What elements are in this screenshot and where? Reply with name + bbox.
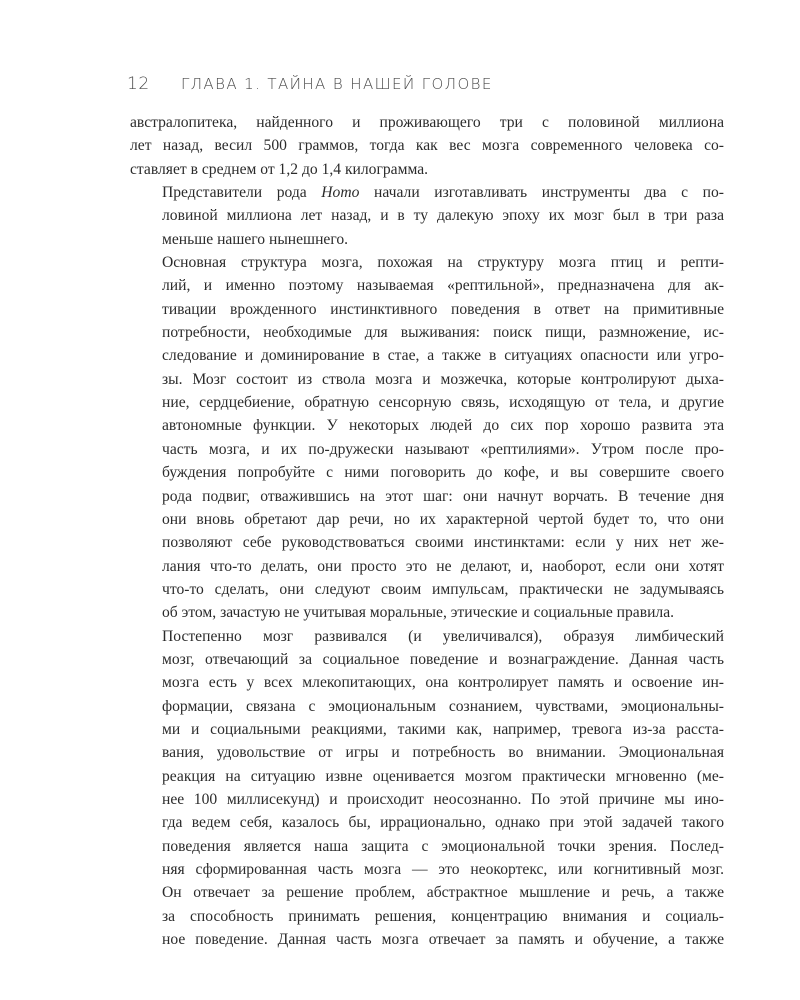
page-number: 12 [127,74,150,94]
text-line: за способность принимать решения, концентрацию внимания и социаль- [162,907,724,925]
text-line: часть мозга, и их по-дружески называют «рептилиями». Утром после про- [162,440,724,458]
text-line: Постепенно мозг развивался (и увеличивался), образуя лимбический [162,627,724,645]
text-line: меньше нашего нынешнего. [162,230,349,248]
text-line: поведения является наша защита с эмоциональной точки зрения. Послед- [162,837,724,855]
text-line: лания что-то делать, они просто это не делают, и, наоборот, если они хотят [162,557,724,575]
text-line: австралопитека, найденного и проживающего три с половиной миллиона [130,114,724,131]
text-line: буждения попробуйте с ними поговорить до кофе, и вы совершите своего [162,464,724,482]
chapter-title: ГЛАВА 1. ТАЙНА В НАШЕЙ ГОЛОВЕ [181,75,493,93]
paragraph [130,111,724,181]
text-line: реакция на ситуацию извне оценивается мозгом практически мгновенно (ме- [162,767,724,785]
text-line: позволяют себе руководствоваться своими инстинктами: если у них нет же- [162,534,724,552]
running-head [127,74,727,98]
text-line: формации, связана с эмоциональным сознанием, чувствами, эмоциональны- [162,697,724,715]
text-line: няя сформированная часть мозга — это неокортекс, или когнитивный мозг. [162,861,724,878]
paragraph [130,251,724,625]
text-line: лет назад, весил 500 граммов, тогда как вес мозга современного человека со- [130,137,724,155]
text-line: нее 100 миллисекунд) и происходит неосознанно. По этой причине мы ино- [162,790,724,808]
text-line: Основная структура мозга, похожая на структуру мозга птиц и репти- [162,254,724,272]
text-line: автономные функции. У некоторых людей до сих пор хорошо развита эта [162,417,724,435]
body-text [130,111,724,951]
text-line: об этом, зачастую не учитывая моральные, этические и социальные правила. [162,604,675,622]
text-line: рода подвиг, отважившись на этот шаг: они начнут ворчать. В течение дня [162,487,724,505]
text-line: потребности, необходимые для выживания: поиск пищи, размножение, ис- [162,324,724,342]
text-line: Он отвечает за решение проблем, абстрактное мышление и речь, а также [162,884,724,902]
text-line: Представители рода Homo начали изготавливать инструменты два с по- [162,184,724,202]
text-line: зы. Мозг состоит из ствола мозга и мозжечка, которые контролируют дыха- [162,370,724,388]
paragraph [130,181,724,251]
text-line: мозга есть у всех млекопитающих, она контролирует память и освоение ин- [162,674,724,692]
text-line: ние, сердцебиение, обратную сенсорную связь, исходящую от тела, и другие [162,394,724,412]
text-line: следование и доминирование в стае, а также в ситуациях опасности или угро- [162,347,724,365]
paragraph [130,625,724,952]
text-line: гда ведем себя, казалось бы, иррационально, однако при этой задачей такого [162,814,724,832]
text-line: мозг, отвечающий за социальное поведение и вознаграждение. Данная часть [162,650,724,668]
text-line: тивации врожденного инстинктивного поведения в ответ на примитивные [162,300,724,318]
text-line: ное поведение. Данная часть мозга отвечает за память и обучение, а также [162,931,724,949]
text-line: ставляет в среднем от 1,2 до 1,4 килограмма. [130,160,429,178]
text-line: что-то сделать, они следуют своим импульсам, практически не задумываясь [162,580,724,598]
text-line: ми и социальными реакциями, такими как, например, тревога из-за расста- [162,720,724,738]
text-line: они вновь обретают дар речи, но их характерной чертой будет то, что они [162,510,724,528]
text-line: ловиной миллиона лет назад, и в ту далекую эпоху их мозг был в три раза [162,207,724,225]
text-line: вания, удовольствие от игры и потребность во внимании. Эмоциональная [162,744,724,762]
text-line: лий, и именно поэтому называемая «рептильной», предназначена для ак- [162,277,724,295]
